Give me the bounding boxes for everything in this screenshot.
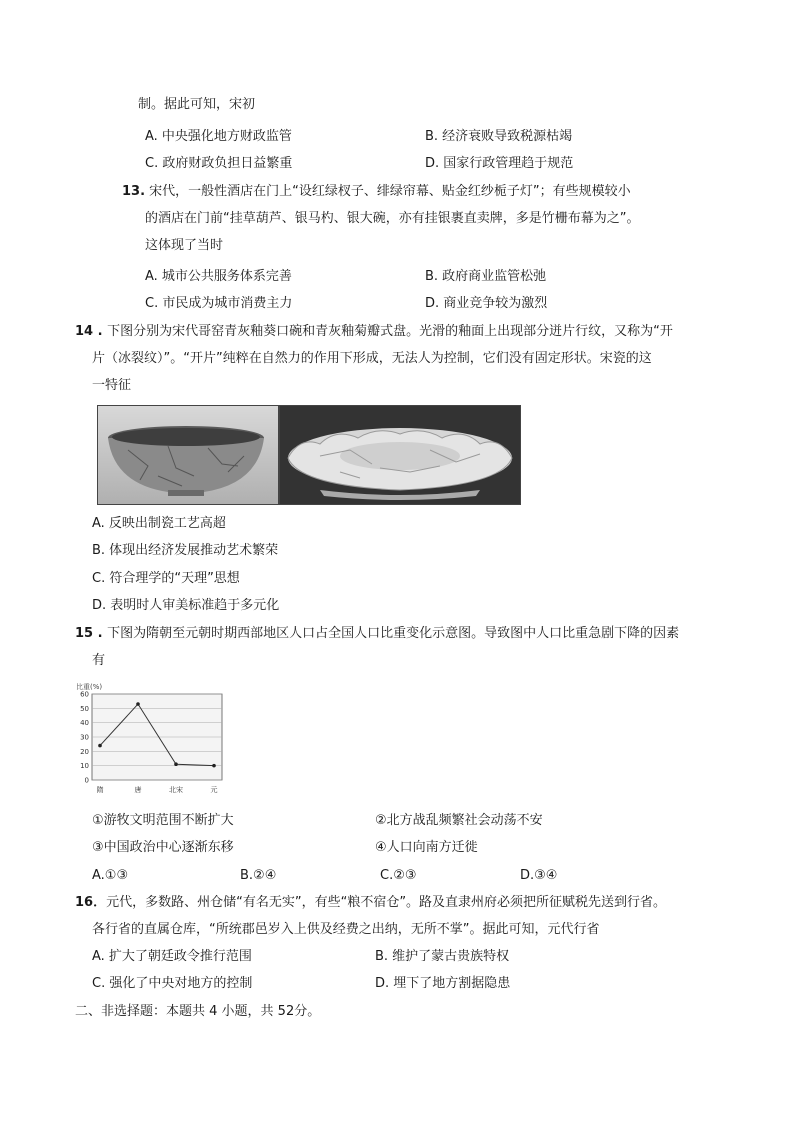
- q14-number: 14: [75, 324, 94, 339]
- q14-stem-line2: 片（冰裂纹）”。“开片”纯粹在自然力的作用下形成，无法人为控制，它们没有固定形状。宋瓷的这: [92, 351, 652, 366]
- chart-y-tick-label: 50: [80, 704, 89, 713]
- q16-stem-line2: 各行省的直属仓库，“所统郡邑岁入上供及经费之出纳，无所不掌”。据此可知，元代行省: [92, 922, 600, 937]
- chart-x-tick-label: 元: [210, 786, 218, 794]
- q13-stem-line3: 这体现了当时: [145, 238, 224, 253]
- q13-option-c: C. 市民成为城市消费主力: [145, 296, 293, 311]
- q14-stem-line1: 14 . 下图分别为宋代哥窑青灰釉葵口碗和青灰釉菊瓣式盘。光滑的釉面上出现部分迸片行纹，又称为“开: [75, 324, 673, 339]
- q15-choice-a: A.①③: [92, 868, 129, 883]
- chart-data-point: [212, 764, 216, 768]
- q12-option-b: B. 经济衰败导致税源枯竭: [425, 129, 573, 144]
- q14-stem-line3: 一特征: [92, 378, 132, 393]
- q13-stem-line1: [122, 183, 631, 201]
- chart-y-tick-label: 20: [80, 747, 89, 756]
- q16-option-c: C. 强化了中央对地方的控制: [92, 976, 253, 991]
- chart-y-tick-label: 10: [80, 762, 89, 771]
- q12-option-d: D. 国家行政管理趋于规范: [425, 156, 574, 171]
- q16-stem-line1: 16．元代，多数路、州仓储“有名无实”，有些“粮不宿仓”。路及直隶州府必须把所征赋税先送到行省。: [75, 895, 667, 910]
- q15-statement-3: ③中国政治中心逐渐东移: [92, 840, 234, 855]
- q15-statement-2: ②北方战乱频繁社会动荡不安: [375, 813, 543, 828]
- q14-option-a: A. 反映出制瓷工艺高超: [92, 516, 226, 531]
- q14-stem-text: 下图分别为宋代哥窑青灰釉葵口碗和青灰釉菊瓣式盘。光滑的釉面上出现部分迸片行纹，又称为“开: [107, 324, 673, 339]
- chart-data-point: [136, 702, 140, 706]
- q15-number: 15: [75, 626, 94, 641]
- q13-option-d: D. 商业竞争较为激烈: [425, 296, 548, 311]
- chart-x-tick-label: 北宋: [169, 786, 183, 794]
- q16-option-a: A. 扩大了朝廷政令推行范围: [92, 949, 252, 964]
- q14-option-b: B. 体现出经济发展推动艺术繁荣: [92, 543, 279, 558]
- q15-choice-d: D.③④: [520, 868, 558, 883]
- q12-option-a: A. 中央强化地方财政监管: [145, 129, 292, 144]
- q15-stem-text: 下图为隋朝至元朝时期西部地区人口占全国人口比重变化示意图。导致图中人口比重急剧下降的因素: [107, 626, 680, 641]
- q15-stem-line1: 15 . 下图为隋朝至元朝时期西部地区人口占全国人口比重变化示意图。导致图中人口比重急剧下降的因素: [75, 626, 680, 641]
- bowl-photo: [97, 405, 279, 505]
- chart-y-tick-label: 60: [80, 690, 89, 699]
- q15-stem-line2: 有: [92, 653, 106, 668]
- chart-y-tick-label: 30: [80, 733, 89, 742]
- chart-x-tick-label: 隋: [96, 786, 104, 794]
- chart-x-tick-label: 唐: [134, 786, 142, 794]
- chart-y-axis-label: 比重(%): [76, 683, 103, 691]
- q13-stem-text: 宋代，一般性酒店在门上“设红绿杈子、绯绿帘幕、贴金红纱栀子灯”；有些规模较小: [149, 184, 631, 199]
- q12-stem-tail: 制。据此可知，宋初: [138, 97, 256, 112]
- q15-statement-1: ①游牧文明范围不断扩大: [92, 813, 234, 828]
- q16-option-b: B. 维护了蒙古贵族特权: [375, 949, 510, 964]
- chart-data-point: [98, 744, 102, 748]
- q13-option-a: A. 城市公共服务体系完善: [145, 269, 292, 284]
- q16-number: 16: [75, 895, 94, 910]
- q14-option-d: D. 表明时人审美标准趋于多元化: [92, 598, 280, 613]
- q12-option-c: C. 政府财政负担日益繁重: [145, 156, 293, 171]
- q16-option-d: D. 埋下了地方割据隐患: [375, 976, 511, 991]
- population-share-chart: [72, 680, 232, 802]
- q15-statement-4: ④人口向南方迁徙: [375, 840, 478, 855]
- plate-photo: [279, 405, 521, 505]
- q15-choice-c: C.②③: [380, 868, 417, 883]
- q13-option-b: B. 政府商业监管松弛: [425, 269, 547, 284]
- chart-y-tick-label: 40: [80, 719, 89, 728]
- q15-choice-b: B.②④: [240, 868, 277, 883]
- section-2-heading: 二、非选择题：本题共 4 小题，共 52分。: [75, 1004, 321, 1019]
- q13-stem-line2: 的酒店在门前“挂草葫芦、银马杓、银大碗，亦有挂银裹直卖牌，多是竹栅布幕为之”。: [145, 211, 640, 226]
- chart-data-point: [174, 762, 178, 766]
- chart-y-tick-label: 0: [84, 776, 89, 785]
- q14-option-c: C. 符合理学的“天理”思想: [92, 571, 240, 586]
- q16-stem-text: 元代，多数路、州仓储“有名无实”，有些“粮不宿仓”。路及直隶州府必须把所征赋税先送到行省。: [106, 895, 667, 910]
- q13-number: 13.: [122, 184, 146, 199]
